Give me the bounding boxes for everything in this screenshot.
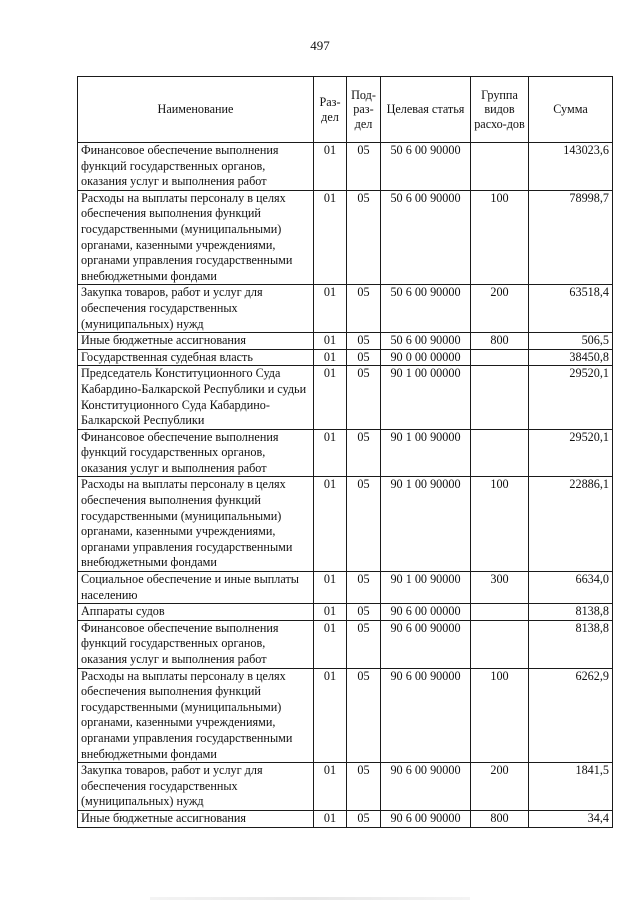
table-row <box>78 349 613 366</box>
cell-group <box>471 349 529 366</box>
cell-subsection: 05 <box>347 333 381 350</box>
cell-group: 200 <box>471 285 529 333</box>
cell-sum: 29520,1 <box>529 366 613 429</box>
table-row <box>78 333 613 350</box>
cell-section: 01 <box>314 604 347 621</box>
cell-subsection: 05 <box>347 190 381 285</box>
cell-sum: 22886,1 <box>529 477 613 572</box>
table-row <box>78 620 613 668</box>
table-row <box>78 810 613 827</box>
cell-name: Иные бюджетные ассигнования <box>78 810 314 827</box>
cell-section: 01 <box>314 429 347 477</box>
cell-target: 90 6 00 90000 <box>381 668 471 763</box>
cell-target: 90 6 00 90000 <box>381 763 471 811</box>
cell-name: Социальное обеспечение и иные выплаты населению <box>78 572 314 604</box>
cell-group: 300 <box>471 572 529 604</box>
header-section: Раз-дел <box>314 77 347 143</box>
cell-sum: 78998,7 <box>529 190 613 285</box>
scan-artifact <box>150 897 470 900</box>
cell-group <box>471 604 529 621</box>
cell-name: Аппараты судов <box>78 604 314 621</box>
cell-target: 50 6 00 90000 <box>381 285 471 333</box>
cell-name: Финансовое обеспечение выполнения функций государственных органов, оказания услуг и выполнения работ <box>78 429 314 477</box>
cell-sum: 63518,4 <box>529 285 613 333</box>
table-row <box>78 190 613 285</box>
cell-sum: 6634,0 <box>529 572 613 604</box>
cell-name: Расходы на выплаты персоналу в целях обеспечения выполнения функций государственными (муниципальными) органами, казенными учреждениями, органами управления государственными внебюджетными фондами <box>78 190 314 285</box>
cell-name: Председатель Конституционного Суда Кабардино-Балкарской Республики и судьи Конституционного Суда Кабардино-Балкарской Республики <box>78 366 314 429</box>
cell-section: 01 <box>314 763 347 811</box>
cell-target: 50 6 00 90000 <box>381 333 471 350</box>
cell-sum: 34,4 <box>529 810 613 827</box>
cell-section: 01 <box>314 285 347 333</box>
cell-sum: 1841,5 <box>529 763 613 811</box>
cell-subsection: 05 <box>347 668 381 763</box>
cell-section: 01 <box>314 349 347 366</box>
table-header-row <box>78 77 613 143</box>
cell-target: 90 1 00 90000 <box>381 572 471 604</box>
table-row <box>78 604 613 621</box>
cell-target: 50 6 00 90000 <box>381 190 471 285</box>
header-subsection: Под-раз-дел <box>347 77 381 143</box>
cell-sum: 29520,1 <box>529 429 613 477</box>
cell-group <box>471 620 529 668</box>
header-group: Группа видов расхо-дов <box>471 77 529 143</box>
cell-name: Расходы на выплаты персоналу в целях обеспечения выполнения функций государственными (муниципальными) органами, казенными учреждениями, органами управления государственными внебюджетными фондами <box>78 477 314 572</box>
cell-sum: 6262,9 <box>529 668 613 763</box>
cell-sum: 143023,6 <box>529 143 613 191</box>
cell-section: 01 <box>314 668 347 763</box>
cell-name: Финансовое обеспечение выполнения функций государственных органов, оказания услуг и выполнения работ <box>78 620 314 668</box>
cell-subsection: 05 <box>347 477 381 572</box>
cell-target: 50 6 00 90000 <box>381 143 471 191</box>
cell-target: 90 6 00 00000 <box>381 604 471 621</box>
cell-target: 90 1 00 00000 <box>381 366 471 429</box>
table-row <box>78 477 613 572</box>
cell-sum: 506,5 <box>529 333 613 350</box>
cell-subsection: 05 <box>347 366 381 429</box>
cell-target: 90 6 00 90000 <box>381 620 471 668</box>
cell-group: 200 <box>471 763 529 811</box>
cell-section: 01 <box>314 333 347 350</box>
cell-subsection: 05 <box>347 285 381 333</box>
cell-target: 90 0 00 00000 <box>381 349 471 366</box>
cell-subsection: 05 <box>347 572 381 604</box>
cell-name: Иные бюджетные ассигнования <box>78 333 314 350</box>
table-row <box>78 285 613 333</box>
cell-group: 800 <box>471 333 529 350</box>
cell-section: 01 <box>314 366 347 429</box>
cell-group <box>471 429 529 477</box>
budget-table <box>77 76 613 828</box>
cell-target: 90 1 00 90000 <box>381 429 471 477</box>
cell-subsection: 05 <box>347 604 381 621</box>
cell-subsection: 05 <box>347 349 381 366</box>
cell-group: 100 <box>471 668 529 763</box>
cell-group: 100 <box>471 477 529 572</box>
table-row <box>78 143 613 191</box>
cell-target: 90 6 00 90000 <box>381 810 471 827</box>
cell-group <box>471 143 529 191</box>
cell-section: 01 <box>314 620 347 668</box>
header-target: Целевая статья <box>381 77 471 143</box>
cell-section: 01 <box>314 810 347 827</box>
cell-section: 01 <box>314 572 347 604</box>
header-name: Наименование <box>78 77 314 143</box>
cell-sum: 8138,8 <box>529 620 613 668</box>
cell-name: Закупка товаров, работ и услуг для обеспечения государственных (муниципальных) нужд <box>78 763 314 811</box>
cell-name: Расходы на выплаты персоналу в целях обеспечения выполнения функций государственными (муниципальными) органами, казенными учреждениями, органами управления государственными внебюджетными фондами <box>78 668 314 763</box>
table-row <box>78 429 613 477</box>
table-row <box>78 763 613 811</box>
cell-name: Финансовое обеспечение выполнения функций государственных органов, оказания услуг и выполнения работ <box>78 143 314 191</box>
cell-section: 01 <box>314 477 347 572</box>
table-row <box>78 572 613 604</box>
cell-subsection: 05 <box>347 429 381 477</box>
cell-sum: 8138,8 <box>529 604 613 621</box>
cell-target: 90 1 00 90000 <box>381 477 471 572</box>
cell-name: Закупка товаров, работ и услуг для обеспечения государственных (муниципальных) нужд <box>78 285 314 333</box>
cell-group <box>471 366 529 429</box>
cell-subsection: 05 <box>347 620 381 668</box>
cell-name: Государственная судебная власть <box>78 349 314 366</box>
cell-subsection: 05 <box>347 810 381 827</box>
header-sum: Сумма <box>529 77 613 143</box>
cell-subsection: 05 <box>347 143 381 191</box>
page-number: 497 <box>310 38 330 53</box>
cell-group: 100 <box>471 190 529 285</box>
cell-subsection: 05 <box>347 763 381 811</box>
table-row <box>78 668 613 763</box>
cell-sum: 38450,8 <box>529 349 613 366</box>
cell-section: 01 <box>314 143 347 191</box>
table-row <box>78 366 613 429</box>
cell-group: 800 <box>471 810 529 827</box>
cell-section: 01 <box>314 190 347 285</box>
